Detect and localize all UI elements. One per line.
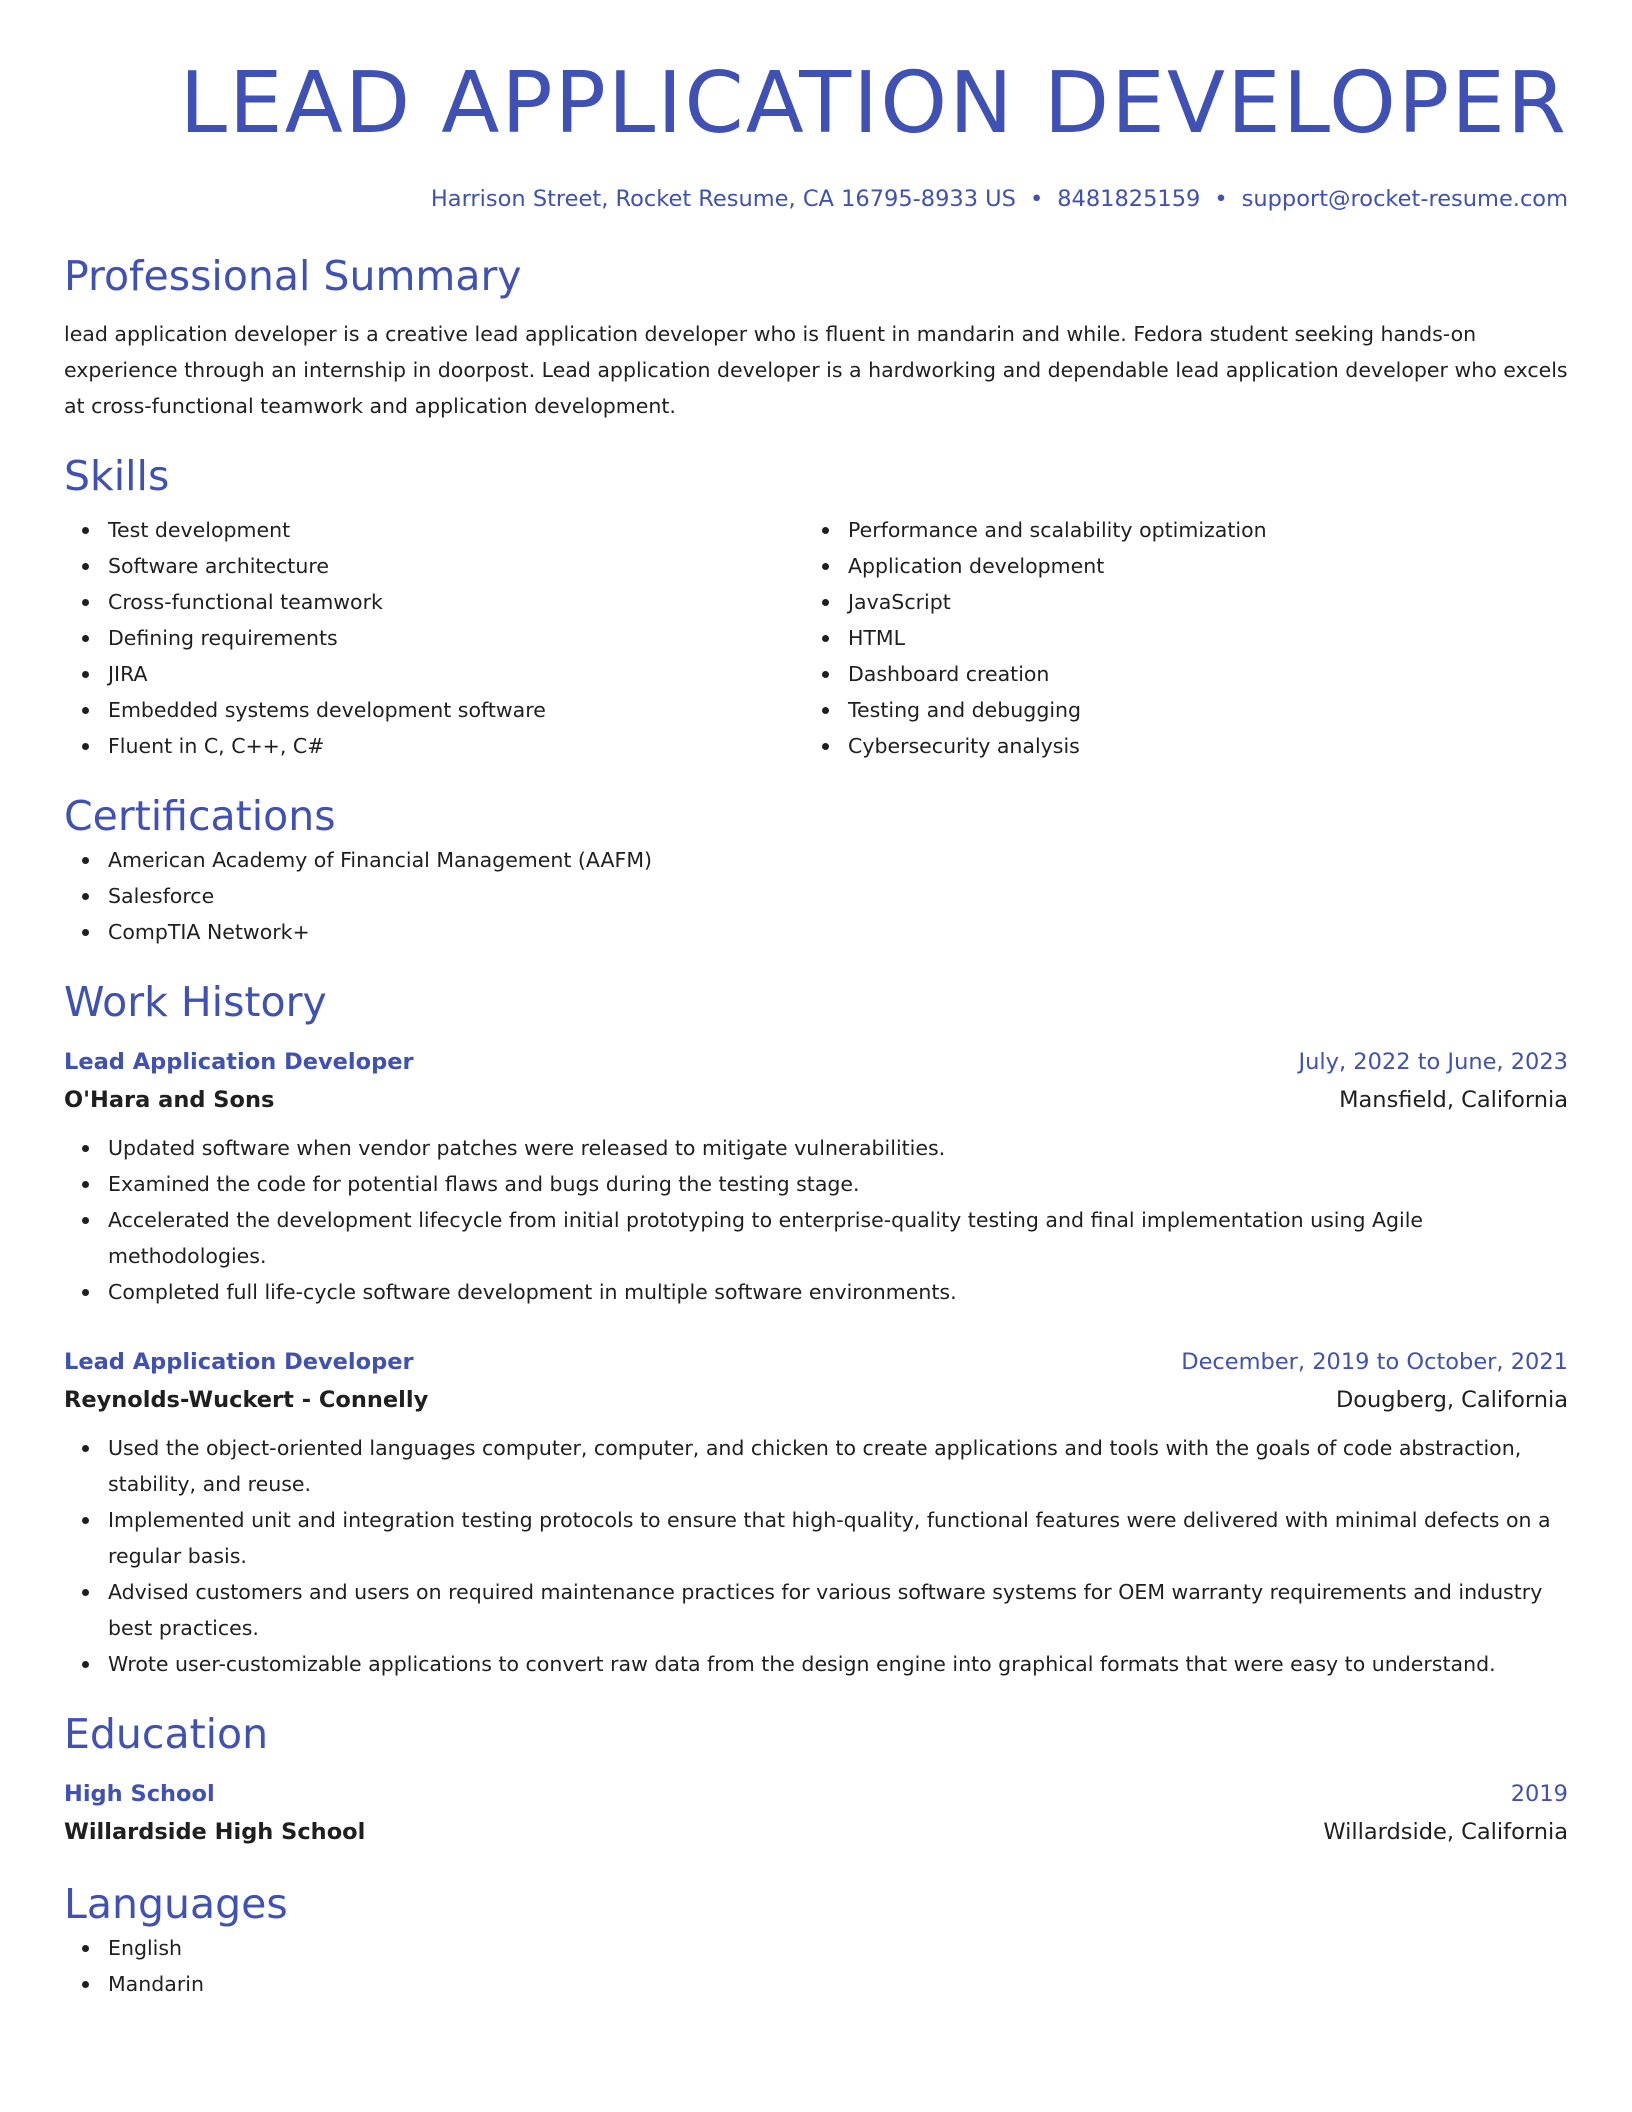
job-dates: July, 2022 to June, 2023 xyxy=(1298,1049,1568,1075)
job-bullet: Examined the code for potential flaws and bugs during the testing stage. xyxy=(108,1166,1568,1202)
resume-name: LEAD APPLICATION DEVELOPER xyxy=(179,54,1568,153)
certifications-section xyxy=(64,790,1568,950)
skill-item: Cybersecurity analysis xyxy=(848,728,1544,764)
job-bullet: Advised customers and users on required maintenance practices for various software systems for OEM warranty requirements and industry best practices. xyxy=(108,1574,1568,1646)
contact-phone: 8481825159 xyxy=(1057,186,1201,212)
contact-email: support@rocket-resume.com xyxy=(1241,186,1568,212)
languages-heading: Languages xyxy=(64,1880,288,1928)
skill-item: Test development xyxy=(108,512,804,548)
language-item: English xyxy=(108,1930,1568,1966)
summary-heading: Professional Summary xyxy=(64,252,522,300)
skills-column-left xyxy=(64,512,804,764)
job-location: Dougberg, California xyxy=(1335,1387,1568,1413)
certification-item: CompTIA Network+ xyxy=(108,914,1568,950)
skill-item: Testing and debugging xyxy=(848,692,1544,728)
skill-item: Defining requirements xyxy=(108,620,804,656)
job-bullet: Used the object-oriented languages computer, computer, and chicken to create applications and tools with the goals of code abstraction, stability, and reuse. xyxy=(108,1430,1568,1502)
language-item: Mandarin xyxy=(108,1966,1568,2002)
skill-item: JavaScript xyxy=(848,584,1544,620)
education-entry xyxy=(64,1776,1568,1852)
certification-item: Salesforce xyxy=(108,878,1568,914)
education-section xyxy=(64,1708,1568,1852)
education-heading: Education xyxy=(64,1710,269,1758)
skills-heading: Skills xyxy=(64,452,170,500)
skill-item: Cross-functional teamwork xyxy=(108,584,804,620)
contact-separator: • xyxy=(1214,186,1228,212)
skill-item: Performance and scalability optimization xyxy=(848,512,1544,548)
skill-item: Embedded systems development software xyxy=(108,692,804,728)
job-title: Lead Application Developer xyxy=(64,1349,414,1375)
certifications-heading: Certifications xyxy=(64,792,336,840)
job-bullet: Wrote user-customizable applications to convert raw data from the design engine into graphical formats that were easy to understand. xyxy=(108,1646,1568,1682)
skills-column-right xyxy=(804,512,1544,764)
certification-item: American Academy of Financial Management (AAFM) xyxy=(108,842,1568,878)
work-history-heading: Work History xyxy=(64,978,327,1026)
education-school: Willardside High School xyxy=(64,1819,366,1845)
job-bullet: Accelerated the development lifecycle from initial prototyping to enterprise-quality testing and final implementation using Agile methodologies. xyxy=(108,1202,1568,1274)
job-title: Lead Application Developer xyxy=(64,1049,414,1075)
job-bullet: Completed full life-cycle software development in multiple software environments. xyxy=(108,1274,1568,1310)
job-bullet: Updated software when vendor patches were released to mitigate vulnerabilities. xyxy=(108,1130,1568,1166)
job-dates: December, 2019 to October, 2021 xyxy=(1181,1349,1568,1375)
job-company: Reynolds-Wuckert - Connelly xyxy=(64,1387,429,1413)
work-history-section xyxy=(64,976,1568,1682)
job-company: O'Hara and Sons xyxy=(64,1087,275,1113)
job-entry xyxy=(64,1344,1568,1682)
job-bullet: Implemented unit and integration testing protocols to ensure that high-quality, functional features were delivered with minimal defects on a regular basis. xyxy=(108,1502,1568,1574)
skill-item: JIRA xyxy=(108,656,804,692)
skill-item: Application development xyxy=(848,548,1544,584)
job-entry xyxy=(64,1044,1568,1310)
skills-section xyxy=(64,450,1568,764)
education-degree: High School xyxy=(64,1781,215,1807)
summary-text: lead application developer is a creative lead application developer who is fluent in mandarin and while. Fedora student seeking hands-on experience through an internship in doorpost. Lead application developer is a hardworking and dependable lead application developer who excels at cross-functional teamwork and application development. xyxy=(64,322,1568,418)
resume-header xyxy=(64,54,1568,214)
languages-section xyxy=(64,1878,1568,2002)
education-year: 2019 xyxy=(1510,1781,1568,1807)
skill-item: HTML xyxy=(848,620,1544,656)
contact-separator: • xyxy=(1029,186,1044,212)
job-location: Mansfield, California xyxy=(1339,1087,1568,1113)
skill-item: Software architecture xyxy=(108,548,804,584)
skills-grid xyxy=(64,512,1568,764)
education-location: Willardside, California xyxy=(1323,1819,1568,1845)
skill-item: Fluent in C, C++, C# xyxy=(108,728,804,764)
contact-line xyxy=(64,184,1568,214)
skill-item: Dashboard creation xyxy=(848,656,1544,692)
contact-address: Harrison Street, Rocket Resume, CA 16795-8933 US xyxy=(430,186,1016,212)
